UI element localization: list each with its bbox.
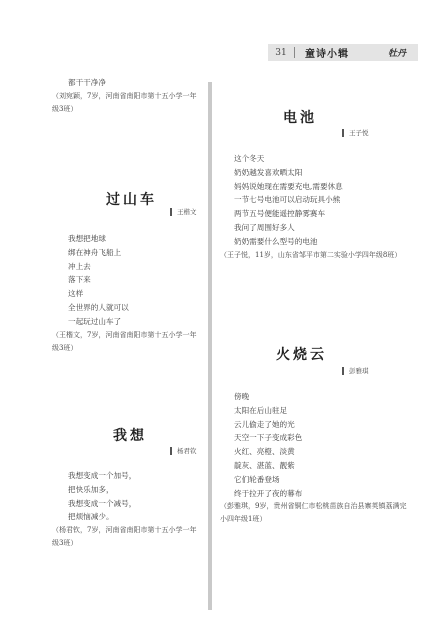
poem-line: 我问了周围好多人 — [234, 222, 295, 232]
poem-line: 奶奶越发喜欢晒太阳 — [234, 167, 303, 177]
author-name: 杨君钦 — [177, 447, 197, 455]
byline-marker — [342, 129, 344, 137]
poem-line: 都干干净净 — [68, 78, 106, 87]
poem-line: 我想变成一个减号， — [68, 498, 137, 508]
poem-line: 太阳在后山驻足 — [234, 405, 288, 415]
poem-line: 落下来 — [68, 275, 91, 285]
poem-line: 靛灰、湛蓝、靓紫 — [234, 460, 295, 470]
poem-line: 它们轮番登场 — [234, 474, 280, 484]
author-byline — [342, 128, 369, 137]
poem-line: 一起玩过山车了 — [68, 316, 122, 326]
poem-body-woxiang — [52, 469, 202, 550]
author-name: 王子悦 — [349, 129, 369, 137]
poem-line: 这个冬天 — [234, 154, 265, 163]
author-note: （杨君钦，7岁，河南省南阳市第十五小学一年级3班） — [52, 526, 197, 548]
poem-line: 冲上去 — [68, 261, 91, 271]
poem-line: 奶奶需要什么型号的电池 — [234, 236, 318, 246]
poem-body-dianchi — [220, 152, 410, 262]
poem-line: 傍晚 — [234, 392, 250, 401]
poem-line: 火红、亮橙、淡黄 — [234, 447, 295, 457]
author-note: （刘宛颖，7岁，河南省南阳市第十五小学一年级3班） — [52, 91, 197, 113]
byline-marker — [342, 367, 344, 375]
poem-line: 绑在神舟飞船上 — [68, 247, 122, 257]
poem-line: 妈妈说她现在需要充电,需要休息 — [234, 181, 343, 191]
poem-body-guoshanche — [52, 232, 202, 355]
byline-marker — [170, 208, 172, 216]
author-byline — [170, 207, 197, 216]
poem-body-huoshaoyun — [220, 390, 410, 526]
page-number: 31 — [275, 47, 287, 58]
column-divider — [208, 82, 212, 610]
author-note: （王楷文，7岁，河南省南阳市第十五小学一年级3班） — [52, 330, 197, 352]
header-divider — [294, 47, 295, 58]
poem-line: 终于拉开了夜的幕布 — [234, 488, 303, 498]
poem-continuation — [52, 76, 202, 116]
page-header — [268, 44, 418, 61]
author-byline — [170, 446, 197, 455]
poem-title-woxiang: 我想 — [113, 428, 147, 444]
poem-line: 把快乐加多， — [68, 484, 114, 494]
author-note: （王子悦，11岁，山东省邹平市第二实验小学四年级8班） — [220, 250, 402, 259]
author-byline — [342, 366, 369, 375]
section-name: 牡丹 — [387, 49, 406, 59]
poem-line: 把烦恼减少。 — [68, 512, 114, 522]
poem-line: 一节七号电池可以启动玩具小熊 — [234, 195, 341, 205]
author-name: 彭雅琪 — [349, 367, 369, 375]
byline-marker — [170, 447, 172, 455]
poem-line: 两节五号便能遥控静雾赛车 — [234, 209, 326, 219]
poem-line: 我想变成一个加号， — [68, 471, 137, 480]
poem-line: 这样 — [68, 289, 84, 299]
journal-title: 童诗小辑 — [305, 49, 349, 60]
author-note: （彭雅琪，9岁，贵州省铜仁市松桃苗族自治县寨英镇荔满完小四年级1班） — [220, 502, 407, 524]
poem-line: 我想把地球 — [68, 234, 106, 243]
author-name: 王楷文 — [177, 208, 197, 216]
poem-line: 云儿偷走了她的光 — [234, 419, 295, 429]
poem-title-huoshaoyun: 火烧云 — [276, 347, 327, 363]
poem-title-guoshanche: 过山车 — [106, 192, 157, 208]
poem-line: 全世界的人就可以 — [68, 302, 129, 312]
poem-title-dianchi: 电池 — [283, 110, 317, 126]
poem-line: 天空一下子变成彩色 — [234, 433, 303, 443]
